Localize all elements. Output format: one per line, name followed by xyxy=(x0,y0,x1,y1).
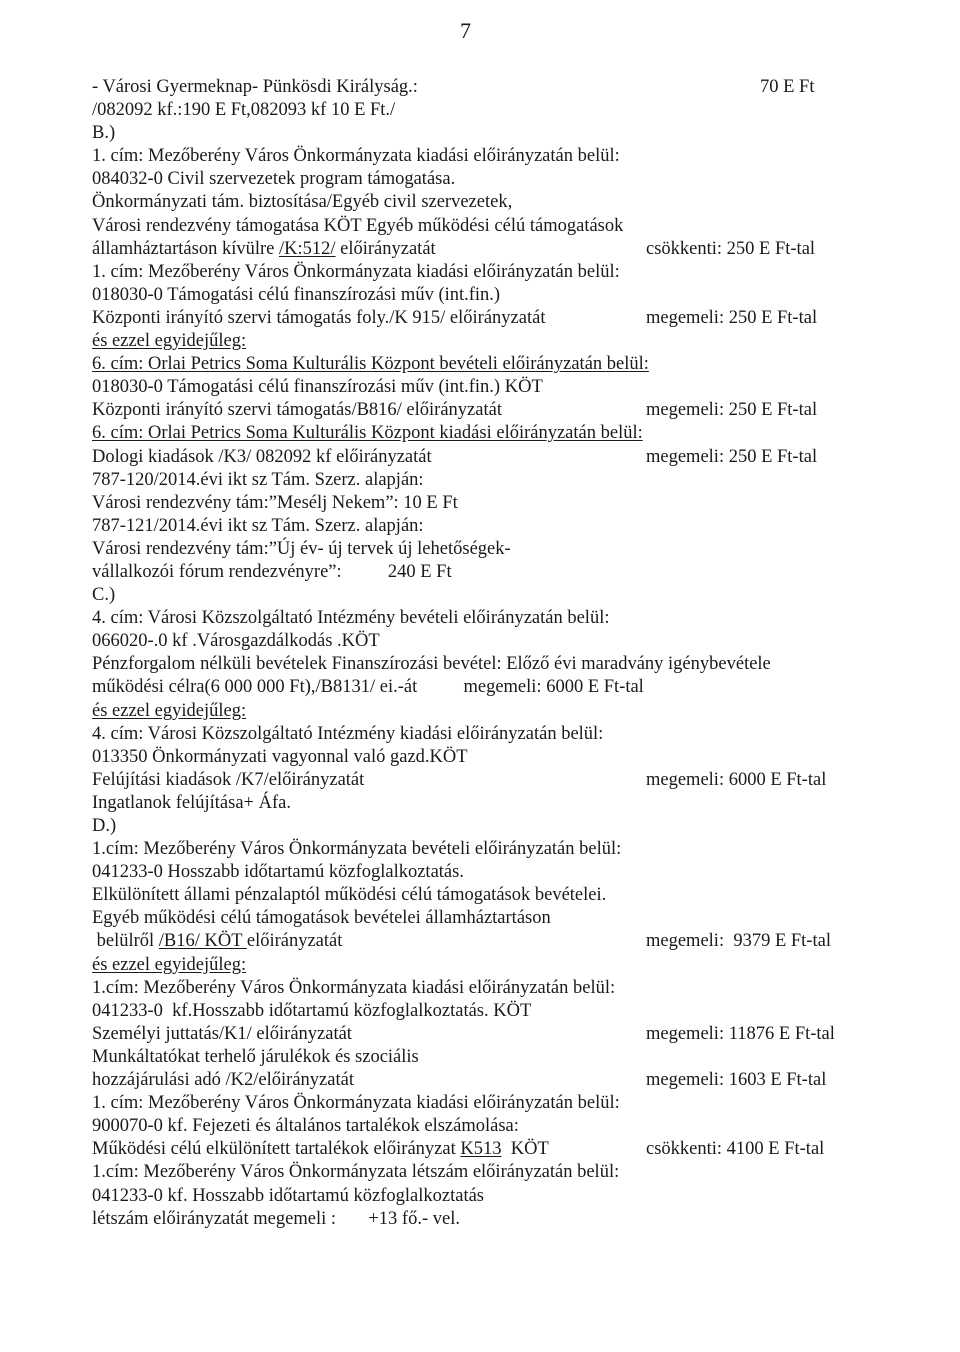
line-text: Városi rendezvény tám:”Új év- új tervek új lehetőségek- xyxy=(92,538,511,559)
text-line xyxy=(92,1208,852,1231)
underlined-heading: 6. cím: Orlai Petrics Soma Kulturális Központ bevételi előirányzatán belül: xyxy=(92,354,649,375)
amount-text: megemeli: 11876 E Ft-tal xyxy=(646,1023,835,1044)
text-line xyxy=(92,884,852,907)
line-text: vállalkozói fórum rendezvényre”: 240 E Ft xyxy=(92,561,452,582)
line-text: 1. cím: Mezőberény Város Önkormányzata kiadási előirányzatán belül: xyxy=(92,1093,620,1114)
page-number: 7 xyxy=(460,18,471,43)
text-line xyxy=(92,676,852,699)
text-line xyxy=(92,1000,852,1023)
amount-text: megemeli: 250 E Ft-tal xyxy=(646,446,818,467)
line-text: 041233-0 kf.Hosszabb időtartamú közfoglalkoztatás. KÖT xyxy=(92,1000,532,1021)
text-line xyxy=(92,515,852,538)
text-line xyxy=(92,446,852,469)
line-text xyxy=(92,954,246,977)
text-line xyxy=(92,1092,852,1115)
line-text: 1.cím: Mezőberény Város Önkormányzata létszám előirányzatán belül: xyxy=(92,1162,620,1183)
text-line xyxy=(92,492,852,515)
line-text: Városi rendezvény támogatása KÖT Egyéb működési célú támogatások xyxy=(92,215,624,236)
line-text: 084032-0 Civil szervezetek program támogatása. xyxy=(92,169,456,190)
underlined-heading: és ezzel egyidejűleg: xyxy=(92,954,247,975)
text-line xyxy=(92,99,852,122)
text-line xyxy=(92,469,852,492)
text-line xyxy=(92,1185,852,1208)
line-text xyxy=(92,1138,549,1161)
text-line xyxy=(92,746,852,769)
line-text-part: államháztartáson kívülre xyxy=(92,238,279,259)
line-text: létszám előirányzatát megemeli : +13 fő.- vel. xyxy=(92,1208,460,1229)
line-text: 018030-0 Támogatási célú finanszírozási műv (int.fin.) KÖT xyxy=(92,377,543,398)
text-line xyxy=(92,122,852,145)
underlined-code: /K:512/ xyxy=(278,238,336,259)
line-text: Egyéb működési célú támogatások bevételei államháztartáson xyxy=(92,908,551,929)
line-text-part: belülről xyxy=(92,931,159,952)
line-text: Felújítási kiadások /K7/előirányzatát xyxy=(92,769,365,790)
line-text xyxy=(92,930,342,953)
text-line xyxy=(92,769,852,792)
text-line xyxy=(92,330,852,353)
line-text xyxy=(92,700,246,723)
text-line xyxy=(92,1069,852,1092)
text-line xyxy=(92,1115,852,1138)
line-text-part: Működési célú elkülönített tartalékok előirányzat xyxy=(92,1139,461,1160)
line-text: 4. cím: Városi Közszolgáltató Intézmény kiadási előirányzatán belül: xyxy=(92,723,604,744)
text-line xyxy=(92,1046,852,1069)
text-line xyxy=(92,815,852,838)
underlined-heading: és ezzel egyidejűleg: xyxy=(92,331,247,352)
text-line xyxy=(92,168,852,191)
line-text: D.) xyxy=(92,816,117,836)
line-text: 787-121/2014.évi ikt sz Tám. Szerz. alapján: xyxy=(92,515,424,536)
line-text xyxy=(92,422,643,445)
line-text: Személyi juttatás/K1/ előirányzatát xyxy=(92,1023,352,1044)
line-text-part: előirányzatát xyxy=(335,238,436,259)
text-line xyxy=(92,1023,852,1046)
line-text: - Városi Gyermeknap- Pünkösdi Királyság.: xyxy=(92,77,418,97)
text-line xyxy=(92,353,852,376)
text-line xyxy=(92,261,852,284)
text-line xyxy=(92,700,852,723)
line-text: Központi irányító szervi támogatás foly./K 915/ előirányzatát xyxy=(92,307,546,328)
text-line xyxy=(92,954,852,977)
text-line xyxy=(92,653,852,676)
line-text: 4. cím: Városi Közszolgáltató Intézmény bevételi előirányzatán belül: xyxy=(92,608,610,629)
underlined-code: /B16/ KÖT xyxy=(158,931,247,952)
text-line xyxy=(92,422,852,445)
text-line xyxy=(92,930,852,953)
amount-text: megemeli: 250 E Ft-tal xyxy=(646,400,818,421)
text-line xyxy=(92,538,852,561)
text-line xyxy=(92,284,852,307)
line-text: 1.cím: Mezőberény Város Önkormányzata kiadási előirányzatán belül: xyxy=(92,977,616,998)
text-line xyxy=(92,861,852,884)
line-text: Önkormányzati tám. biztosítása/Egyéb civil szervezetek, xyxy=(92,192,513,213)
amount-text: megemeli: 250 E Ft-tal xyxy=(646,307,818,328)
document-body xyxy=(92,76,852,1231)
line-text xyxy=(92,330,246,353)
text-line xyxy=(92,630,852,653)
amount-text: csökkenti: 250 E Ft-tal xyxy=(646,238,816,259)
amount-text: csökkenti: 4100 E Ft-tal xyxy=(646,1139,825,1160)
line-text: Dologi kiadások /K3/ 082092 kf előirányzatát xyxy=(92,446,432,467)
line-text: működési célra(6 000 000 Ft),/B8131/ ei.-át megemeli: 6000 E Ft-tal xyxy=(92,677,644,698)
line-text: Ingatlanok felújítása+ Áfa. xyxy=(92,792,291,813)
line-text-part: KÖT xyxy=(501,1139,549,1160)
line-text: 1. cím: Mezőberény Város Önkormányzata kiadási előirányzatán belül: xyxy=(92,146,620,167)
text-line xyxy=(92,1138,852,1161)
line-text: 900070-0 kf. Fejezeti és általános tartalékok elszámolása: xyxy=(92,1116,519,1137)
line-text: Munkáltatókat terhelő járulékok és szociális xyxy=(92,1046,419,1067)
line-text: Központi irányító szervi támogatás/B816/ előirányzatát xyxy=(92,400,502,421)
line-text: /082092 kf.:190 E Ft,082093 kf 10 E Ft./ xyxy=(92,100,396,121)
text-line xyxy=(92,145,852,168)
line-text: Elkülönített állami pénzalaptól működési célú támogatások bevételei. xyxy=(92,885,607,906)
line-text: 1.cím: Mezőberény Város Önkormányzata bevételi előirányzatán belül: xyxy=(92,839,622,860)
line-text: 013350 Önkormányzati vagyonnal való gazd.KÖT xyxy=(92,746,468,767)
text-line xyxy=(92,723,852,746)
underlined-code: K513 xyxy=(460,1139,502,1160)
line-text: Városi rendezvény tám:”Mesélj Nekem”: 10 E Ft xyxy=(92,492,458,513)
text-line xyxy=(92,977,852,1000)
line-text: B.) xyxy=(92,123,116,144)
underlined-heading: és ezzel egyidejűleg: xyxy=(92,700,247,721)
text-line xyxy=(92,238,852,261)
text-line xyxy=(92,907,852,930)
text-line xyxy=(92,792,852,815)
line-text: 041233-0 Hosszabb időtartamú közfoglalkoztatás. xyxy=(92,862,464,883)
line-text-part: előirányzatát xyxy=(246,931,343,952)
text-line xyxy=(92,838,852,861)
text-line xyxy=(92,215,852,238)
line-text: 041233-0 kf. Hosszabb időtartamú közfoglalkoztatás xyxy=(92,1185,484,1206)
line-text: 787-120/2014.évi ikt sz Tám. Szerz. alapján: xyxy=(92,469,424,490)
text-line xyxy=(92,399,852,422)
line-text: hozzájárulási adó /K2/előirányzatát xyxy=(92,1070,354,1091)
amount-text: megemeli: 1603 E Ft-tal xyxy=(646,1070,827,1091)
line-text xyxy=(92,238,436,261)
amount-text: megemeli: 6000 E Ft-tal xyxy=(646,769,827,790)
line-text: Pénzforgalom nélküli bevételek Finanszírozási bevétel: Előző évi maradvány igénybevétele xyxy=(92,654,771,675)
amount-text: 70 E Ft xyxy=(760,77,815,97)
text-line xyxy=(92,376,852,399)
line-text: 1. cím: Mezőberény Város Önkormányzata kiadási előirányzatán belül: xyxy=(92,261,620,282)
text-line xyxy=(92,307,852,330)
text-line xyxy=(92,191,852,214)
line-text: 066020-.0 kf .Városgazdálkodás .KÖT xyxy=(92,631,380,652)
text-line xyxy=(92,607,852,630)
line-text: C.) xyxy=(92,585,116,606)
text-line xyxy=(92,76,852,99)
text-line xyxy=(92,561,852,584)
line-text xyxy=(92,353,649,376)
text-line xyxy=(92,584,852,607)
text-line xyxy=(92,1161,852,1184)
underlined-heading: 6. cím: Orlai Petrics Soma Kulturális Központ kiadási előirányzatán belül: xyxy=(92,423,643,444)
line-text: 018030-0 Támogatási célú finanszírozási műv (int.fin.) xyxy=(92,284,501,305)
amount-text: megemeli: 9379 E Ft-tal xyxy=(646,931,831,952)
